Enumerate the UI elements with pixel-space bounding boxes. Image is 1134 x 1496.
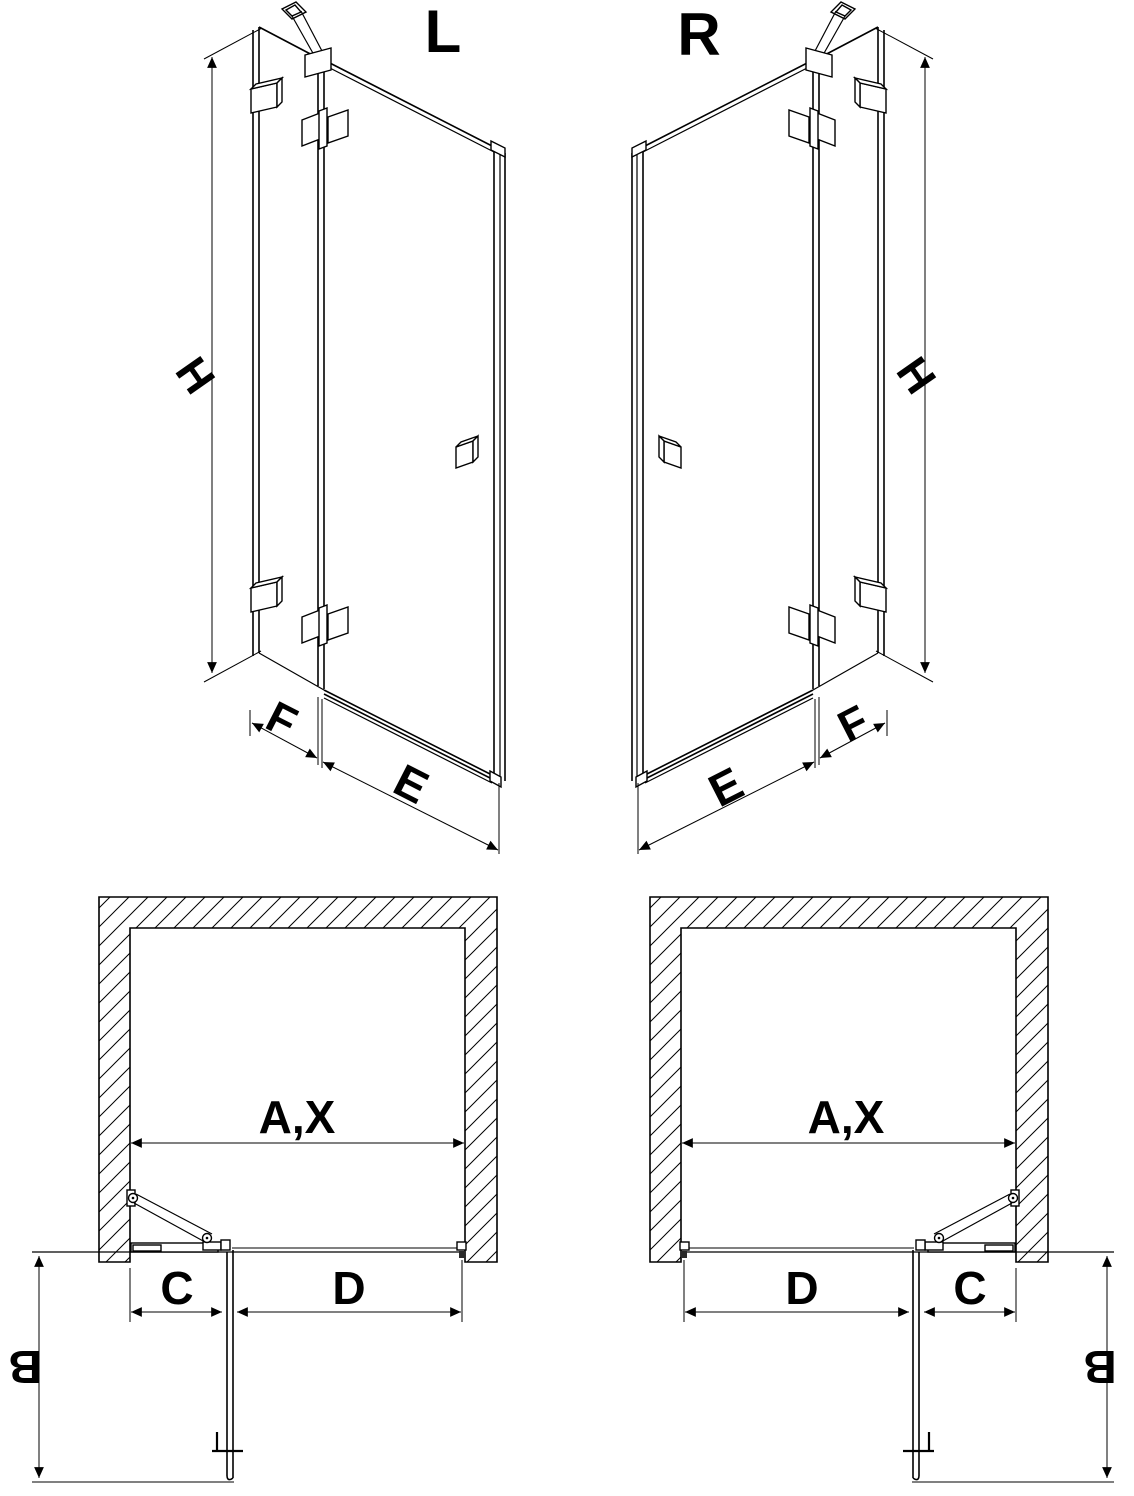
swing-depth-label-left: B [8, 1341, 42, 1393]
door-width-label-left: E [385, 753, 437, 814]
opening-width-label-left: A,X [258, 1091, 336, 1143]
swing-depth-label-right: B [1083, 1341, 1117, 1393]
left-plan-walls [99, 897, 497, 1262]
fixed-width-label-right: F [830, 696, 877, 753]
left-perspective-view [204, 2, 505, 854]
fixed-section-label-right: C [953, 1262, 987, 1314]
right-plan-walls [650, 897, 1048, 1262]
left-plan-view [32, 1143, 466, 1482]
fixed-width-label-left: F [258, 692, 305, 749]
opening-width-label-right: A,X [807, 1091, 885, 1143]
door-width-label-right: E [700, 756, 752, 817]
right-perspective-view [632, 2, 933, 854]
right-variant-label: R [677, 1, 721, 68]
right-plan-view [680, 1143, 1117, 1482]
left-variant-label: L [424, 0, 462, 65]
fixed-section-label-left: C [160, 1262, 194, 1314]
height-label-right: H [886, 348, 946, 403]
door-section-label-right: D [785, 1262, 819, 1314]
height-label-left: H [165, 348, 225, 403]
door-section-label-left: D [332, 1262, 366, 1314]
